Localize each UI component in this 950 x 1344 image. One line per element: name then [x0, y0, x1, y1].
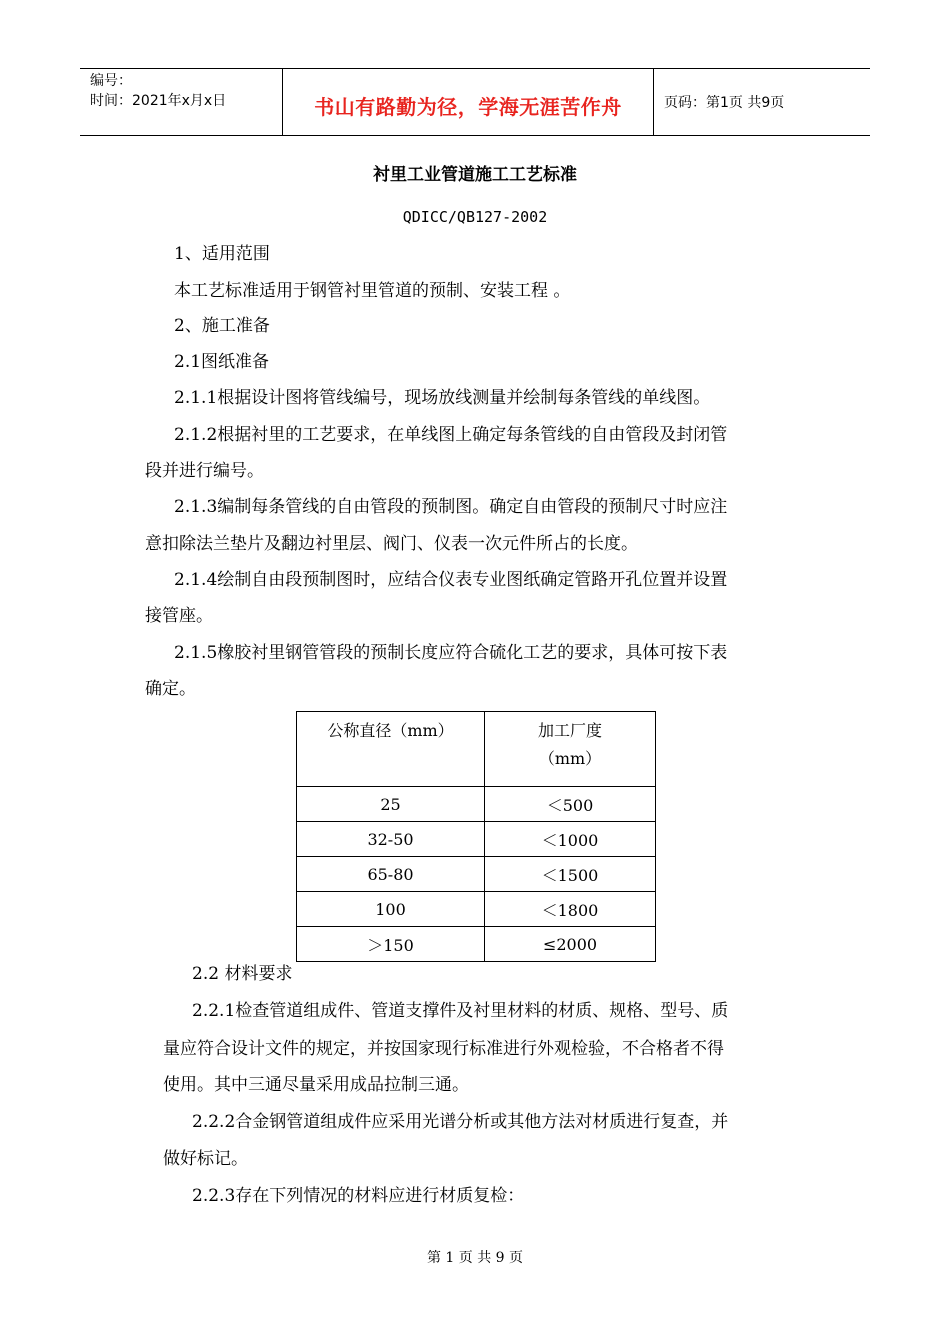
- table-header-unit: （mm）: [538, 749, 602, 768]
- table-cell: ＜1000: [485, 822, 656, 857]
- paragraph: 2.1.1根据设计图将管线编号，现场放线测量并绘制每条管线的单线图。: [174, 388, 711, 408]
- table-header-cell: [485, 712, 656, 787]
- time-label: 时间：2021年x月x日: [90, 93, 227, 109]
- table-cell: 100: [297, 892, 485, 927]
- section-1-heading: 1、适用范围: [174, 244, 270, 264]
- table-row: [297, 892, 656, 927]
- paragraph: 量应符合设计文件的规定，并按国家现行标准进行外观检验，不合格者不得: [163, 1039, 724, 1059]
- header-left-cell: [80, 69, 282, 135]
- number-label: 编号：: [90, 73, 132, 89]
- paragraph: 本工艺标准适用于钢管衬里管道的预制、安装工程 。: [174, 281, 571, 301]
- table-cell: ＜1800: [485, 892, 656, 927]
- table-row: [297, 822, 656, 857]
- document-title: 衬里工业管道施工工艺标准: [373, 165, 577, 185]
- paragraph: 2.1.3编制每条管线的自由管段的预制图。确定自由管段的预制尺寸时应注: [174, 497, 728, 517]
- paragraph: 使用。其中三通尽量采用成品拉制三通。: [163, 1075, 469, 1095]
- paragraph: 接管座。: [145, 606, 213, 626]
- table-header-row: [297, 712, 656, 787]
- section-2-2-heading: 2.2 材料要求: [192, 964, 293, 984]
- paragraph: 确定。: [145, 679, 196, 699]
- paragraph: 意扣除法兰垫片及翻边衬里层、阀门、仪表一次元件所占的长度。: [145, 534, 638, 554]
- motto-text: 书山有路勤为径，学海无涯苦作舟: [314, 94, 622, 119]
- page-footer: 第 1 页 共 9 页: [426, 1250, 524, 1266]
- paragraph: 做好标记。: [163, 1149, 248, 1169]
- page-info: 页码：第1页 共9页: [664, 95, 785, 111]
- length-spec-table: [296, 711, 656, 962]
- table-cell: 32-50: [297, 822, 485, 857]
- table-cell: ＜1500: [485, 857, 656, 892]
- section-2-heading: 2、施工准备: [174, 316, 270, 336]
- section-2-1-heading: 2.1图纸准备: [174, 352, 270, 372]
- header-page-cell: [654, 69, 870, 135]
- table-cell: 65-80: [297, 857, 485, 892]
- paragraph: 2.1.4绘制自由段预制图时，应结合仪表专业图纸确定管路开孔位置并设置: [174, 570, 728, 590]
- table-cell: ≤2000: [485, 927, 656, 962]
- document-code: QDICC/QB127-2002: [402, 208, 548, 226]
- table-cell: ＜500: [485, 787, 656, 822]
- table-row: [297, 857, 656, 892]
- table-header-cell: 公称直径（mm）: [297, 712, 485, 787]
- paragraph: 2.1.5橡胶衬里钢管管段的预制长度应符合硫化工艺的要求，具体可按下表: [174, 643, 728, 663]
- table-cell: 25: [297, 787, 485, 822]
- page-header: [80, 68, 870, 136]
- table-row: [297, 787, 656, 822]
- table-header-text: 加工厂度: [537, 721, 602, 740]
- paragraph: 2.2.1检查管道组成件、管道支撑件及衬里材料的材质、规格、型号、质: [192, 1001, 729, 1021]
- table-row: [297, 927, 656, 962]
- paragraph: 2.2.2合金钢管道组成件应采用光谱分析或其他方法对材质进行复查，并: [192, 1112, 729, 1132]
- header-motto-cell: [282, 69, 654, 135]
- paragraph: 2.1.2根据衬里的工艺要求，在单线图上确定每条管线的自由管段及封闭管: [174, 425, 728, 445]
- paragraph: 段并进行编号。: [145, 461, 264, 481]
- table-cell: ＞150: [297, 927, 485, 962]
- paragraph: 2.2.3存在下列情况的材料应进行材质复检：: [192, 1186, 525, 1206]
